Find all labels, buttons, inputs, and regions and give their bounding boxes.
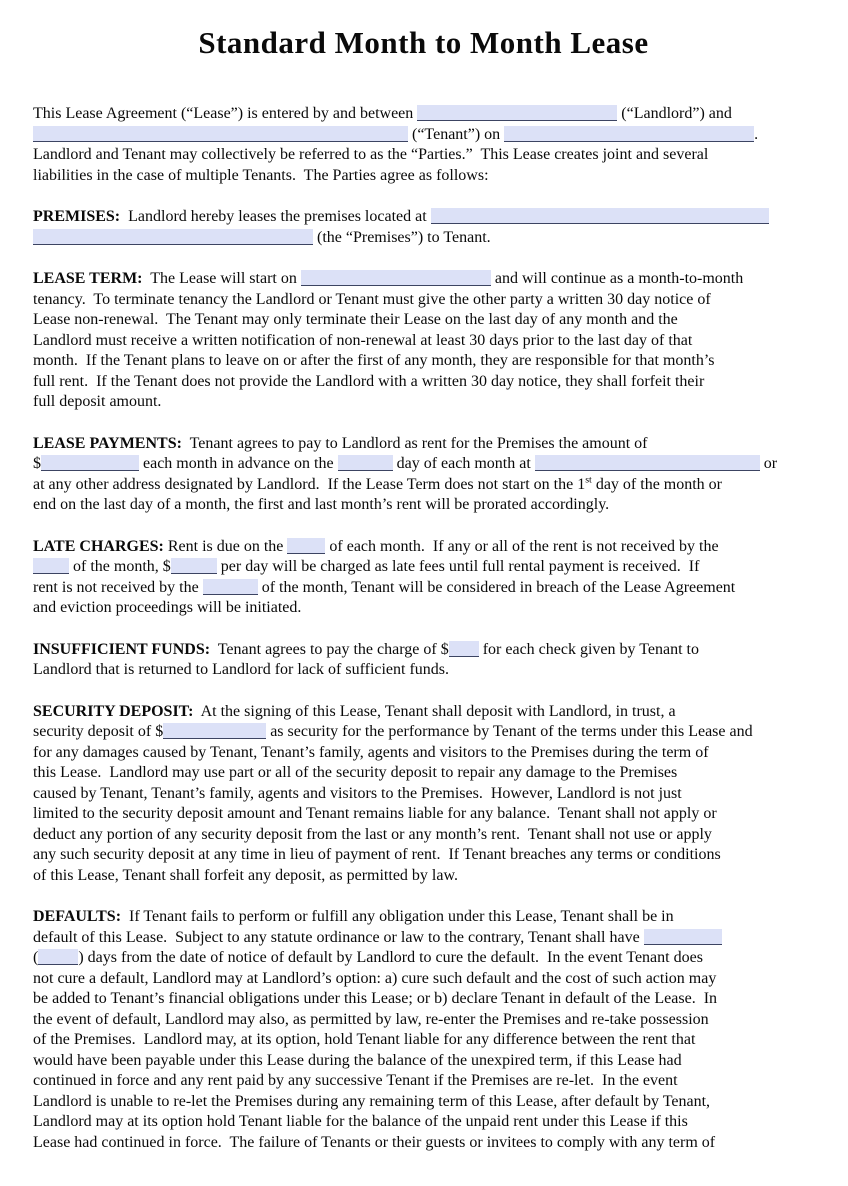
text-run: full rent. If the Tenant does not provide the Landlord with a written 30 day notice, they shall forfeit their bbox=[33, 372, 705, 390]
text-run: (“Landlord”) and bbox=[617, 105, 732, 122]
text-run: $ bbox=[33, 455, 41, 472]
text-run: continued in force and any rent paid by any successive Tenant if the Premises are re-let. In the event bbox=[33, 1072, 678, 1089]
text-run: At the signing of this Lease, Tenant shall deposit with Landlord, in trust, a bbox=[193, 702, 676, 720]
text-run: rent is not received by the bbox=[33, 578, 203, 596]
text-line bbox=[33, 1112, 814, 1133]
text-line bbox=[33, 598, 814, 619]
superscript-ordinal: st bbox=[585, 474, 592, 486]
text-run: caused by Tenant, Tenant’s family, agents and visitors to the Premises. However, Landlord is not just bbox=[33, 784, 682, 802]
text-line bbox=[33, 372, 814, 393]
text-run: not cure a default, Landlord may at Landlord’s option: a) cure such default and the cost of such action may bbox=[33, 969, 717, 987]
text-run: any such security deposit at any time in lieu of payment of rent. If Tenant breaches any terms or conditions bbox=[33, 846, 721, 863]
text-line bbox=[33, 166, 814, 187]
text-run: end on the last day of a month, the first and last month’s rent will be prorated accordingly. bbox=[33, 496, 610, 513]
text-run: each month in advance on the bbox=[139, 455, 338, 472]
text-run: Landlord hereby leases the premises located at bbox=[120, 208, 431, 225]
text-line bbox=[33, 454, 814, 475]
text-run: for each check given by Tenant to bbox=[478, 640, 699, 658]
late-fee-start-day-field[interactable] bbox=[33, 558, 69, 574]
text-run: or bbox=[759, 455, 778, 472]
section-defaults bbox=[33, 907, 814, 1153]
text-line bbox=[33, 928, 814, 949]
text-line bbox=[33, 310, 814, 331]
premises-address-field-line1[interactable] bbox=[431, 208, 769, 224]
text-line bbox=[33, 845, 814, 866]
text-run: liabilities in the case of multiple Tenants. The Parties agree as follows: bbox=[33, 166, 489, 184]
section-heading: LEASE PAYMENTS: bbox=[33, 434, 182, 452]
text-line bbox=[33, 392, 814, 413]
text-run: The Lease will start on bbox=[142, 270, 301, 287]
rent-advance-day-field[interactable] bbox=[338, 455, 393, 471]
section-heading: PREMISES: bbox=[33, 208, 121, 225]
text-run: of this Lease, Tenant shall forfeit any deposit, as permitted by law. bbox=[33, 866, 458, 884]
text-line bbox=[33, 537, 814, 558]
text-line bbox=[33, 702, 814, 723]
section-heading: DEFAULTS: bbox=[33, 908, 122, 925]
text-run: at any other address designated by Landlord. If the Lease Term does not start on the 1 bbox=[33, 475, 586, 493]
text-line bbox=[33, 763, 814, 784]
late-fee-per-day-field[interactable] bbox=[171, 558, 217, 574]
text-run: ) days from the date of notice of default by Landlord to cure the default. In the event Tenant does bbox=[78, 949, 703, 966]
text-run: and will continue as a month-to-month bbox=[490, 270, 744, 287]
text-run: for any damages caused by Tenant, Tenant’s family, agents and visitors to the Premises during the term of bbox=[33, 743, 709, 761]
text-run: day of the month or bbox=[591, 475, 723, 493]
text-run: default of this Lease. Subject to any statute ordinance or law to the contrary, Tenant shall have bbox=[33, 928, 644, 946]
text-line bbox=[33, 1051, 814, 1072]
text-run: Landlord may at its option hold Tenant liable for the balance of the unpaid rent under this Lease if this bbox=[33, 1113, 688, 1130]
text-line bbox=[33, 228, 814, 249]
text-run: Lease non-renewal. The Tenant may only terminate their Lease on the last day of any month and the bbox=[33, 311, 678, 328]
cure-period-words-field[interactable] bbox=[644, 929, 722, 945]
text-run: of the month, $ bbox=[69, 558, 171, 575]
text-line bbox=[33, 784, 814, 805]
text-run: of the Premises. Landlord may, at its option, hold Tenant liable for any difference between the rent that bbox=[33, 1031, 696, 1048]
security-deposit-amount-field[interactable] bbox=[163, 723, 266, 739]
text-line bbox=[33, 989, 814, 1010]
text-run: (the “Premises”) to Tenant. bbox=[313, 228, 491, 246]
text-run: Lease had continued in force. The failure of Tenants or their guests or invitees to comply with any term of bbox=[33, 1133, 716, 1151]
text-run: ( bbox=[33, 949, 39, 966]
section-lease-payments bbox=[33, 434, 814, 516]
text-run: of each month. If any or all of the rent is not received by the bbox=[325, 537, 719, 555]
text-line bbox=[33, 866, 814, 887]
text-line bbox=[33, 290, 814, 311]
text-run: Landlord and Tenant may collectively be referred to as the “Parties.” This Lease creates joint and several bbox=[33, 146, 709, 163]
section-heading: SECURITY DEPOSIT: bbox=[33, 702, 194, 720]
text-run: Landlord must receive a written notification of non-renewal at least 30 days prior to the last day of that bbox=[33, 331, 693, 349]
text-run: Rent is due on the bbox=[163, 537, 288, 555]
text-line bbox=[33, 743, 814, 764]
section-intro bbox=[33, 104, 814, 186]
document-body bbox=[33, 104, 814, 1153]
text-line bbox=[33, 578, 814, 599]
text-line bbox=[33, 557, 814, 578]
text-run: per day will be charged as late fees until full rental payment is received. If bbox=[216, 558, 700, 575]
text-line bbox=[33, 145, 814, 166]
text-line bbox=[33, 804, 814, 825]
text-line bbox=[33, 104, 814, 125]
text-run: as security for the performance by Tenant of the terms under this Lease and bbox=[266, 723, 753, 740]
monthly-rent-amount-field[interactable] bbox=[41, 455, 139, 471]
section-heading: INSUFFICIENT FUNDS: bbox=[33, 640, 211, 658]
section-premises bbox=[33, 207, 814, 248]
text-line bbox=[33, 640, 814, 661]
text-run: of the month, Tenant will be considered in breach of the Lease Agreement bbox=[257, 578, 736, 596]
text-run: (“Tenant”) on bbox=[408, 125, 505, 143]
text-line bbox=[33, 331, 814, 352]
text-run: be added to Tenant’s financial obligations under this Lease; or b) declare Tenant in default of the Lease. In bbox=[33, 990, 718, 1007]
text-run: Landlord is unable to re-let the Premises during any remaining term of this Lease, after default by Tenant, bbox=[33, 1092, 711, 1110]
text-line bbox=[33, 125, 814, 146]
text-line bbox=[33, 1133, 814, 1154]
text-line bbox=[33, 207, 814, 228]
text-run: . bbox=[754, 125, 759, 143]
section-lease-term bbox=[33, 269, 814, 413]
text-run: full deposit amount. bbox=[33, 393, 162, 410]
text-run: This Lease Agreement (“Lease”) is entered by and between bbox=[33, 105, 418, 122]
page-title: Standard Month to Month Lease bbox=[198, 25, 649, 60]
text-run: the event of default, Landlord may also, as permitted by law, re-enter the Premises and re-take possession bbox=[33, 1010, 709, 1028]
premises-address-field-line2[interactable] bbox=[33, 229, 313, 245]
payment-address-field[interactable] bbox=[535, 455, 760, 471]
section-heading: LEASE TERM: bbox=[33, 270, 143, 287]
text-run: and eviction proceedings will be initiated. bbox=[33, 599, 302, 616]
cure-period-number-field[interactable] bbox=[38, 949, 78, 965]
section-heading: LATE CHARGES: bbox=[33, 537, 164, 555]
text-run: would have been payable under this Lease during the balance of the unexpired term, if this Lease had bbox=[33, 1051, 682, 1069]
text-line bbox=[33, 1030, 814, 1051]
text-line bbox=[33, 969, 814, 990]
text-line bbox=[33, 907, 814, 928]
text-run: If Tenant fails to perform or fulfill any obligation under this Lease, Tenant shall be in bbox=[121, 908, 674, 925]
text-line bbox=[33, 1092, 814, 1113]
text-run: this Lease. Landlord may use part or all of the security deposit to repair any damage to the Premises bbox=[33, 764, 678, 781]
rent-due-day-field[interactable] bbox=[287, 538, 325, 554]
text-run: Tenant agrees to pay the charge of $ bbox=[210, 640, 449, 658]
tenant-name-field[interactable] bbox=[33, 126, 408, 142]
text-run: day of each month at bbox=[392, 455, 535, 472]
text-line bbox=[33, 948, 814, 969]
section-insufficient-funds bbox=[33, 640, 814, 681]
text-line bbox=[33, 722, 814, 743]
text-run: security deposit of $ bbox=[33, 723, 164, 740]
text-line bbox=[33, 660, 814, 681]
landlord-name-field[interactable] bbox=[417, 105, 617, 121]
lease-start-date-field[interactable] bbox=[301, 270, 491, 286]
section-late-charges bbox=[33, 537, 814, 619]
breach-day-field[interactable] bbox=[203, 579, 258, 595]
text-line bbox=[33, 434, 814, 455]
text-line bbox=[33, 475, 814, 496]
text-line bbox=[33, 825, 814, 846]
text-run: tenancy. To terminate tenancy the Landlord or Tenant must give the other party a written 30 day notice of bbox=[33, 290, 711, 308]
text-line bbox=[33, 269, 814, 290]
agreement-date-field[interactable] bbox=[504, 126, 754, 142]
text-run: month. If the Tenant plans to leave on or after the first of any month, they are responsible for that month’s bbox=[33, 352, 715, 369]
section-security-deposit bbox=[33, 702, 814, 887]
text-run: limited to the security deposit amount and Tenant remains liable for any balance. Tenant shall not apply or bbox=[33, 805, 717, 822]
text-run: Tenant agrees to pay to Landlord as rent for the Premises the amount of bbox=[181, 434, 648, 452]
text-line bbox=[33, 495, 814, 516]
text-run: Landlord that is returned to Landlord for lack of sufficient funds. bbox=[33, 661, 450, 678]
text-run: deduct any portion of any security deposit from the last or any month’s rent. Tenant shall not use or apply bbox=[33, 825, 712, 843]
text-line bbox=[33, 351, 814, 372]
returned-check-fee-field[interactable] bbox=[449, 641, 479, 657]
text-line bbox=[33, 1071, 814, 1092]
text-line bbox=[33, 1010, 814, 1031]
